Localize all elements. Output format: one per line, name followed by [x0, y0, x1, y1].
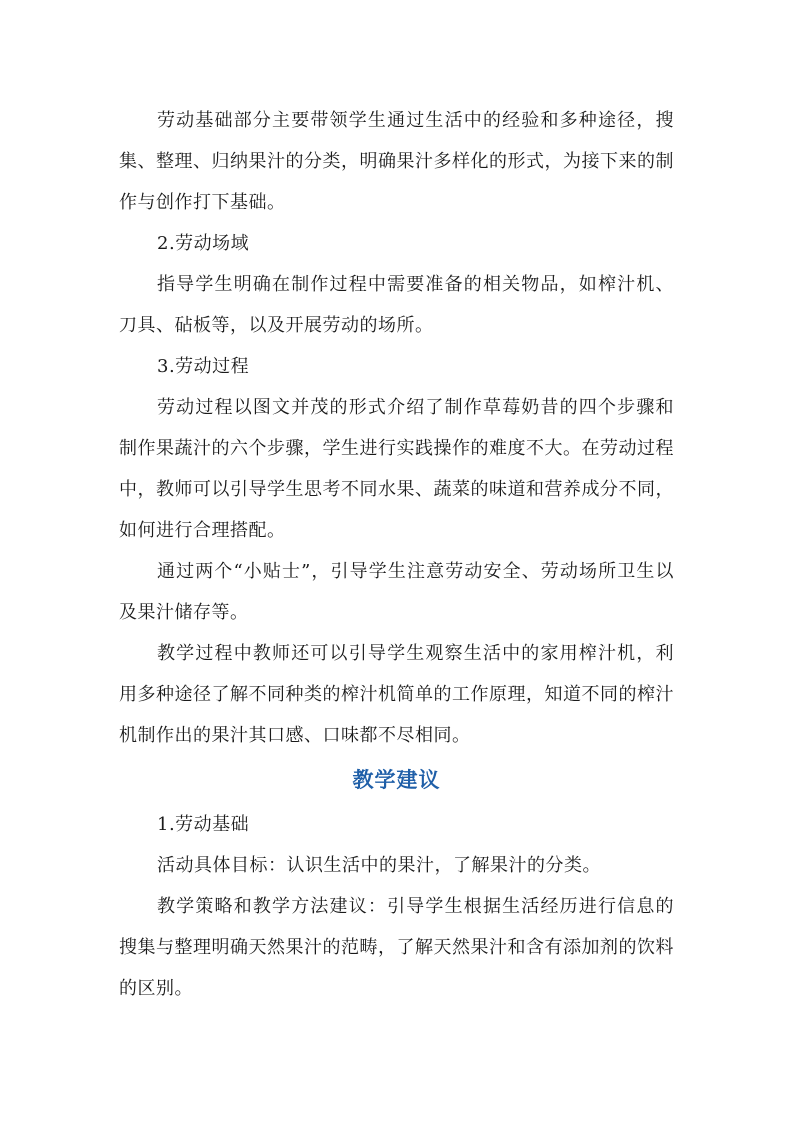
paragraph-juicer-observation: 教学过程中教师还可以引导学生观察生活中的家用榨汁机，利用多种途径了解不同种类的榨汁机简单的工作原理，知道不同的榨汁机制作出的果汁其口感、口味都不尽相同。: [119, 643, 674, 746]
heading-labor-basics: 1.劳动基础: [157, 814, 250, 835]
paragraph-labor-domain: 指导学生明确在制作过程中需要准备的相关物品，如榨汁机、刀具、砧板等，以及开展劳动的场所。: [119, 274, 674, 336]
paragraph-labor-basics-intro: 劳动基础部分主要带领学生通过生活中的经验和多种途径，搜集、整理、归纳果汁的分类，明确果汁多样化的形式，为接下来的制作与创作打下基础。: [119, 110, 674, 213]
heading-labor-process: 3.劳动过程: [157, 356, 250, 377]
section-title-teaching-suggestions: 教学建议: [352, 768, 441, 792]
heading-labor-domain: 2.劳动场域: [157, 233, 250, 254]
paragraph-tips: 通过两个“小贴士”，引导学生注意劳动安全、劳动场所卫生以及果汁储存等。: [119, 561, 674, 623]
paragraph-labor-process: 劳动过程以图文并茂的形式介绍了制作草莓奶昔的四个步骤和制作果蔬汁的六个步骤，学生进行实践操作的难度不大。在劳动过程中，教师可以引导学生思考不同水果、蔬菜的味道和营养成分不同，如何进行合理搭配。: [119, 397, 674, 541]
paragraph-activity-goal: 活动具体目标：认识生活中的果汁，了解果汁的分类。: [157, 855, 601, 876]
document-body: [119, 100, 674, 1009]
paragraph-teaching-strategy: 教学策略和教学方法建议：引导学生根据生活经历进行信息的搜集与整理明确天然果汁的范畴，了解天然果汁和含有添加剂的饮料的区别。: [119, 896, 674, 999]
